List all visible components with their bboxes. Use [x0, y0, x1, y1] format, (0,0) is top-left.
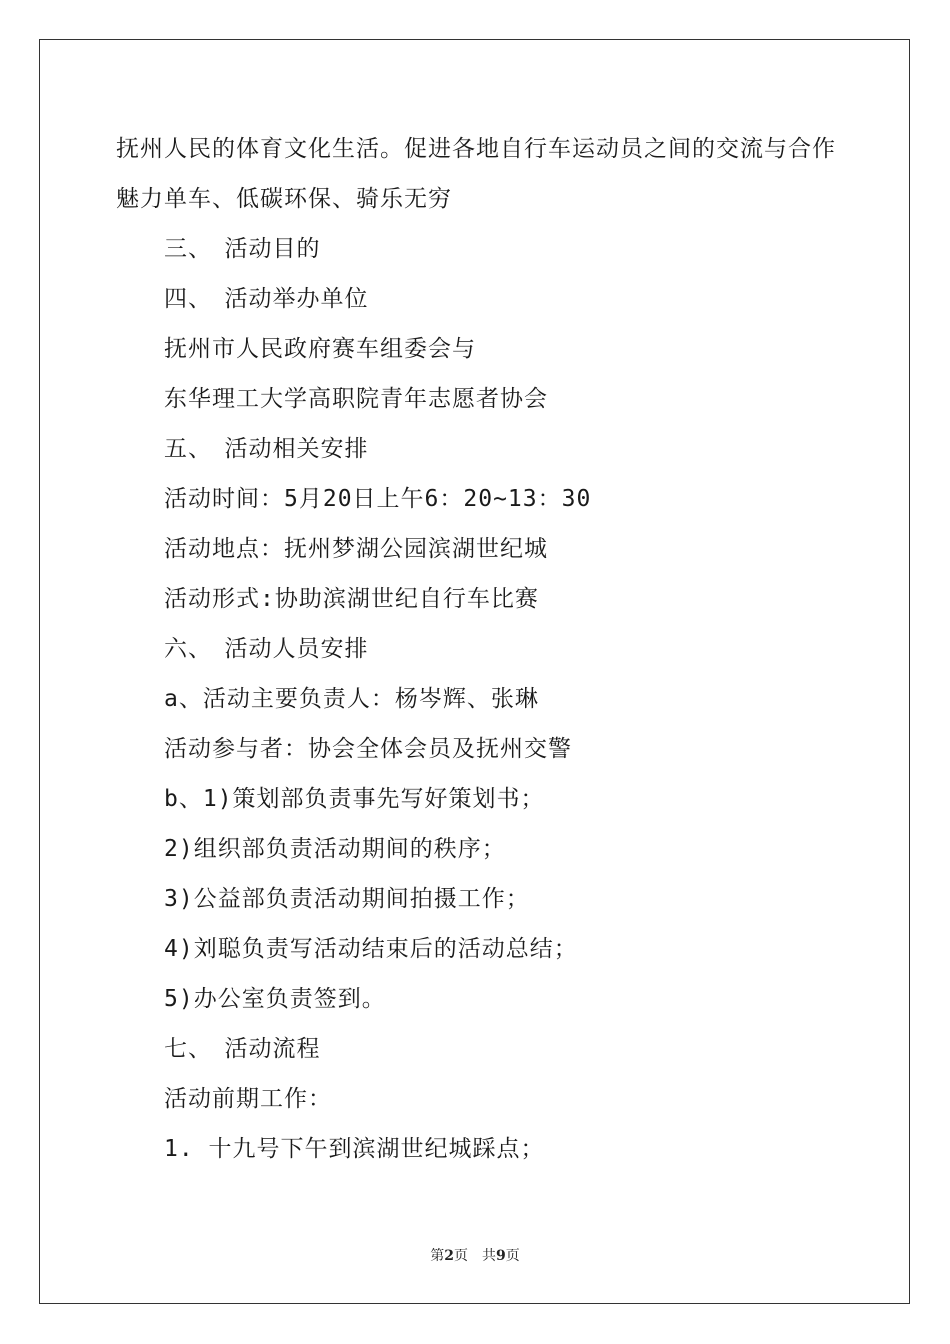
section-heading: 三、 活动目的	[164, 236, 321, 262]
section-heading: 五、 活动相关安排	[164, 436, 369, 462]
footer-prefix: 第	[430, 1248, 445, 1264]
text-line: 4)刘聪负责写活动结束后的活动总结；	[164, 936, 578, 962]
text-line: 5)办公室负责签到。	[164, 986, 386, 1012]
page-footer	[0, 1246, 950, 1266]
text-line: b、1)策划部负责事先写好策划书；	[164, 786, 545, 812]
page-border	[39, 39, 910, 1304]
text-line: 活动参与者：协会全体会员及抚州交警	[164, 736, 572, 762]
text-line: 3)公益部负责活动期间拍摄工作；	[164, 886, 530, 912]
text-line: 抚州人民的体育文化生活。促进各地自行车运动员之间的交流与合作	[116, 136, 836, 162]
text-line: 活动时间：5月20日上午6：20~13：30	[164, 486, 592, 512]
section-heading: 四、 活动举办单位	[164, 286, 369, 312]
text-line: 活动地点：抚州梦湖公园滨湖世纪城	[164, 536, 548, 562]
footer-suffix: 页	[505, 1248, 520, 1264]
section-heading: 六、 活动人员安排	[164, 636, 369, 662]
text-line: 活动前期工作：	[164, 1086, 332, 1112]
text-line: 抚州市人民政府赛车组委会与	[164, 336, 476, 362]
footer-mid: 页 共	[454, 1248, 496, 1264]
text-line: 东华理工大学高职院青年志愿者协会	[164, 386, 548, 412]
current-page-number: 2	[444, 1248, 454, 1264]
section-heading: 七、 活动流程	[164, 1036, 321, 1062]
text-line: 1. 十九号下午到滨湖世纪城踩点；	[164, 1136, 545, 1162]
text-line: 2)组织部负责活动期间的秩序；	[164, 836, 506, 862]
text-line: 魅力单车、低碳环保、骑乐无穷	[116, 186, 452, 212]
text-line: 活动形式:协助滨湖世纪自行车比赛	[164, 586, 539, 612]
total-pages-number: 9	[496, 1248, 506, 1264]
text-line: a、活动主要负责人：杨岑辉、张琳	[164, 686, 539, 712]
